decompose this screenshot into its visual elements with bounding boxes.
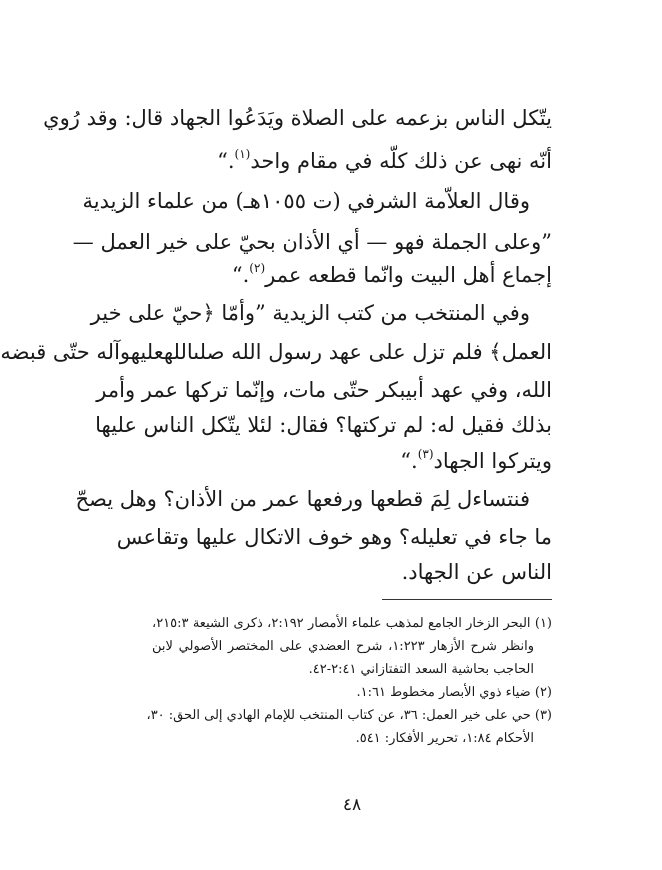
footnote-marker-2: (٢) [249, 261, 266, 275]
closing-quote: .“ [231, 263, 250, 287]
body-line-3: وقال العلاّمة الشرفي (ت ١٠٥٥هـ) من علماء الزيدية [82, 189, 530, 213]
body-line-7: العمل﴾ فلم تزل على عهد رسول الله صلىاللهعليهوآله حتّى قبضه [0, 340, 552, 364]
body-line-8: الله، وفي عهد أبيبكر حتّى مات، وإنّما تركها عمر وأمر [96, 378, 552, 402]
body-line-10: ويتركوا الجهاد$^{(٣)}$.“ [400, 447, 552, 473]
footnote-marker-1: (١) [234, 147, 251, 161]
body-line-12: ما جاء في تعليله؟ وهو خوف الاتكال عليها وتقاعس [116, 525, 552, 549]
page-number: ٤٨ [342, 795, 362, 815]
footnote-3-line-1: (٣) حي على خير العمل: ٣٦، عن كتاب المنتخب للإمام الهادي إلى الحق: ٣٠، [146, 708, 552, 723]
footnote-separator [382, 599, 552, 600]
footnote-marker-3: (٣) [417, 447, 434, 461]
footnote-1-line-1: (١) البحر الزخار الجامع لمذهب علماء الأمصار ٢:١٩٢، ذكرى الشيعة ٢١٥:٣، [152, 616, 552, 631]
body-line-4: ”وعلى الجملة فهو — أي الأذان بحيّ على خير العمل — [72, 230, 552, 254]
body-line-13: الناس عن الجهاد. [401, 560, 552, 584]
body-line-9: بذلك فقيل له: لم تركتها؟ فقال: لئلا يتّكل الناس عليها [95, 413, 552, 437]
footnote-3-line-2: الأحكام ١:٨٤، تحرير الأفكار: ٥٤١. [355, 731, 534, 746]
footnote-1-line-3: الحاجب بحاشية السعد التفتازاني ٢:٤١-٤٢. [308, 662, 534, 677]
body-line-6: وفي المنتخب من كتب الزيدية ”وأمّا ﴿حيّ على خير [90, 301, 530, 325]
body-line-5: إجماع أهل البيت وانّما قطعه عمر$^{(٢)}$.“ [231, 261, 552, 287]
footnote-2: (٢) ضياء ذوي الأبصار مخطوط ١:٦١. [356, 685, 552, 700]
footnote-1-line-2: وانظر شرح الأزهار ١:٢٢٣، شرح العضدي على المختصر الأصولي لابن [152, 639, 534, 654]
closing-quote: .“ [217, 149, 235, 173]
body-line-2: أنّه نهى عن ذلك كلّه في مقام واحد$^{(١)}$.“ [217, 147, 552, 173]
closing-quote: .“ [400, 449, 418, 473]
body-line-11: فنتساءل لِمَ قطعها ورفعها عمر من الأذان؟ وهل يصحّ [75, 487, 530, 511]
body-line-1: يتّكل الناس بزعمه على الصلاة ويَدَعُوا الجهاد قال: وقد رُوي [43, 106, 552, 130]
